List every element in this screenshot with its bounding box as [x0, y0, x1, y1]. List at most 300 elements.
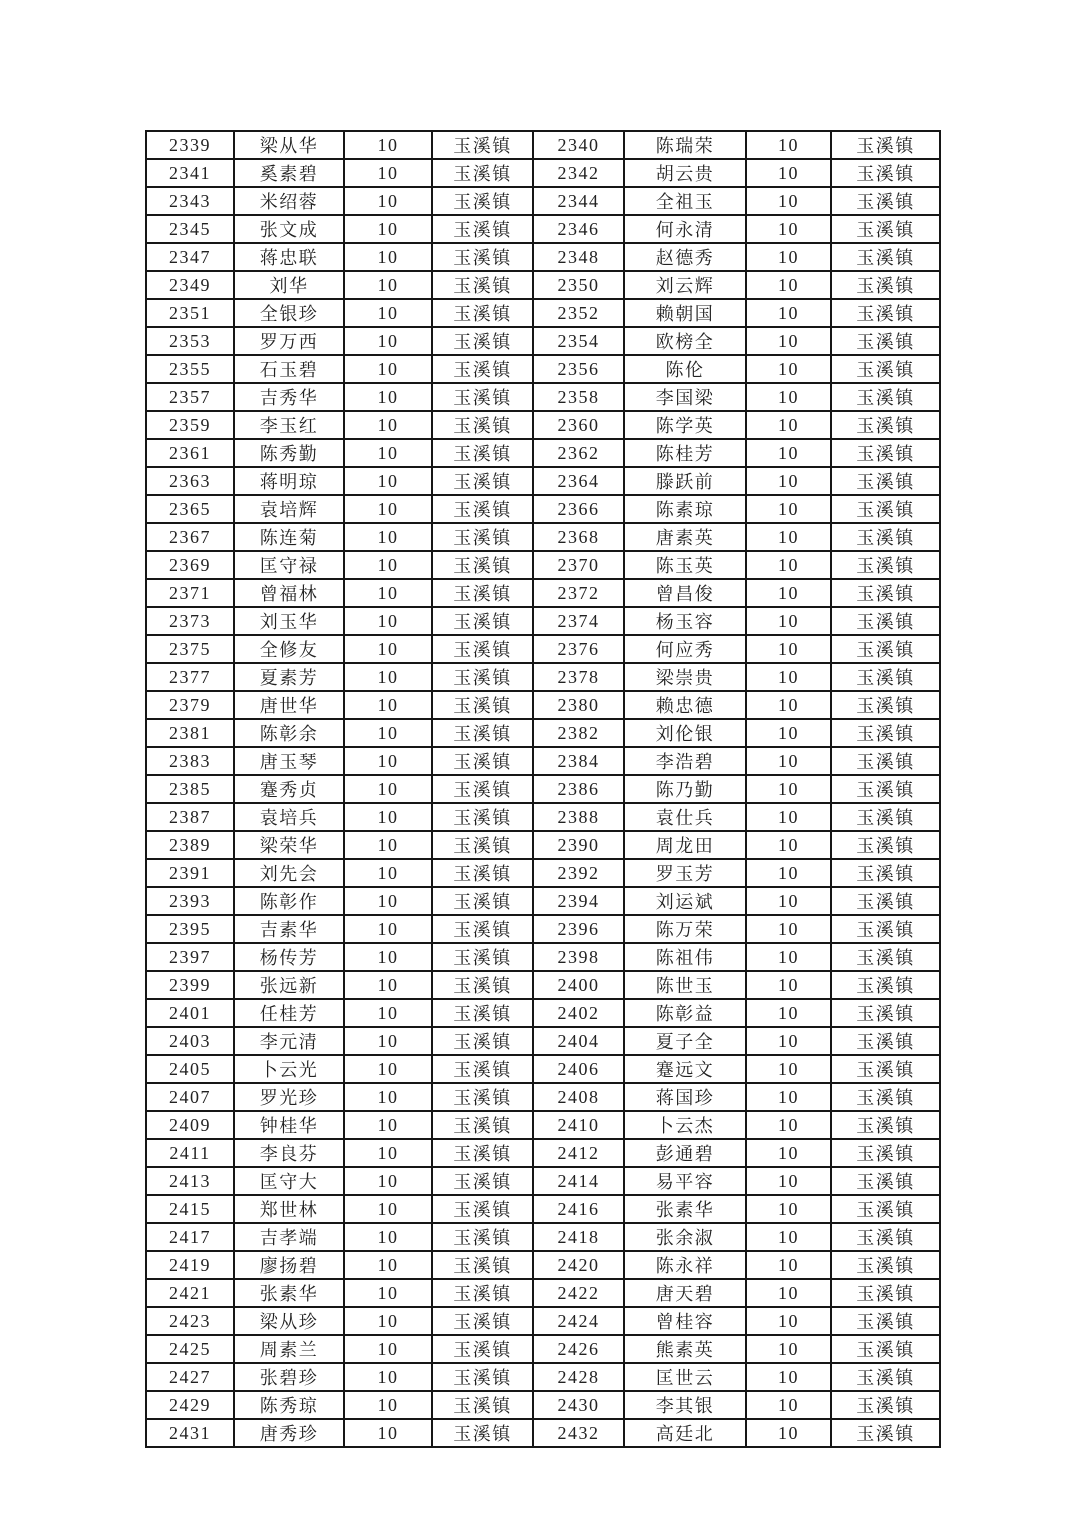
- cell-town-left: 玉溪镇: [432, 187, 533, 215]
- cell-name-right: 欧榜全: [624, 327, 746, 355]
- cell-serial-left: 2417: [146, 1223, 234, 1251]
- cell-town-left: 玉溪镇: [432, 243, 533, 271]
- cell-serial-right: 2428: [533, 1363, 624, 1391]
- cell-amount-left: 10: [344, 887, 432, 915]
- cell-serial-right: 2388: [533, 803, 624, 831]
- cell-serial-right: 2430: [533, 1391, 624, 1419]
- cell-serial-right: 2390: [533, 831, 624, 859]
- cell-serial-right: 2362: [533, 439, 624, 467]
- cell-town-right: 玉溪镇: [831, 299, 940, 327]
- cell-serial-left: 2419: [146, 1251, 234, 1279]
- cell-name-right: 唐天碧: [624, 1279, 746, 1307]
- cell-amount-left: 10: [344, 1055, 432, 1083]
- table-row: [146, 495, 940, 523]
- cell-town-right: 玉溪镇: [831, 691, 940, 719]
- cell-serial-left: 2381: [146, 719, 234, 747]
- cell-name-left: 奚素碧: [234, 159, 344, 187]
- cell-name-left: 梁从珍: [234, 1307, 344, 1335]
- cell-name-right: 陈瑞荣: [624, 131, 746, 159]
- table-row: [146, 383, 940, 411]
- cell-serial-right: 2342: [533, 159, 624, 187]
- cell-amount-left: 10: [344, 411, 432, 439]
- cell-amount-right: 10: [746, 243, 831, 271]
- cell-serial-right: 2352: [533, 299, 624, 327]
- cell-town-left: 玉溪镇: [432, 803, 533, 831]
- cell-serial-right: 2414: [533, 1167, 624, 1195]
- cell-serial-left: 2415: [146, 1195, 234, 1223]
- cell-amount-left: 10: [344, 439, 432, 467]
- cell-amount-left: 10: [344, 859, 432, 887]
- cell-amount-right: 10: [746, 1139, 831, 1167]
- cell-name-left: 陈秀琼: [234, 1391, 344, 1419]
- cell-town-left: 玉溪镇: [432, 495, 533, 523]
- cell-serial-left: 2421: [146, 1279, 234, 1307]
- cell-serial-left: 2405: [146, 1055, 234, 1083]
- cell-name-left: 蒋明琼: [234, 467, 344, 495]
- cell-town-right: 玉溪镇: [831, 1279, 940, 1307]
- cell-town-right: 玉溪镇: [831, 915, 940, 943]
- table-row: [146, 215, 940, 243]
- cell-name-right: 刘云辉: [624, 271, 746, 299]
- cell-name-left: 吉素华: [234, 915, 344, 943]
- cell-town-left: 玉溪镇: [432, 859, 533, 887]
- table-row: [146, 719, 940, 747]
- cell-amount-right: 10: [746, 1055, 831, 1083]
- table-row: [146, 159, 940, 187]
- cell-town-left: 玉溪镇: [432, 1419, 533, 1447]
- table-row: [146, 1027, 940, 1055]
- cell-name-left: 袁培辉: [234, 495, 344, 523]
- cell-serial-left: 2341: [146, 159, 234, 187]
- cell-name-left: 陈彰余: [234, 719, 344, 747]
- cell-name-left: 任桂芳: [234, 999, 344, 1027]
- cell-serial-left: 2391: [146, 859, 234, 887]
- cell-serial-left: 2349: [146, 271, 234, 299]
- cell-name-right: 曾昌俊: [624, 579, 746, 607]
- cell-town-left: 玉溪镇: [432, 915, 533, 943]
- cell-name-right: 张余淑: [624, 1223, 746, 1251]
- cell-amount-left: 10: [344, 971, 432, 999]
- cell-name-right: 蒋国珍: [624, 1083, 746, 1111]
- cell-amount-left: 10: [344, 215, 432, 243]
- cell-name-left: 唐世华: [234, 691, 344, 719]
- cell-serial-left: 2353: [146, 327, 234, 355]
- cell-serial-left: 2431: [146, 1419, 234, 1447]
- cell-amount-left: 10: [344, 1251, 432, 1279]
- table-row: [146, 1335, 940, 1363]
- cell-name-left: 全银珍: [234, 299, 344, 327]
- cell-amount-left: 10: [344, 1279, 432, 1307]
- cell-name-right: 陈万荣: [624, 915, 746, 943]
- table-row: [146, 1195, 940, 1223]
- cell-town-left: 玉溪镇: [432, 1307, 533, 1335]
- cell-town-left: 玉溪镇: [432, 131, 533, 159]
- cell-amount-right: 10: [746, 831, 831, 859]
- table-row: [146, 523, 940, 551]
- cell-amount-right: 10: [746, 1083, 831, 1111]
- cell-serial-left: 2347: [146, 243, 234, 271]
- cell-serial-left: 2369: [146, 551, 234, 579]
- cell-serial-right: 2374: [533, 607, 624, 635]
- cell-serial-left: 2367: [146, 523, 234, 551]
- table-row: [146, 607, 940, 635]
- cell-serial-right: 2360: [533, 411, 624, 439]
- cell-name-right: 袁仕兵: [624, 803, 746, 831]
- cell-amount-right: 10: [746, 159, 831, 187]
- cell-town-right: 玉溪镇: [831, 579, 940, 607]
- cell-name-right: 周龙田: [624, 831, 746, 859]
- cell-name-right: 梁崇贵: [624, 663, 746, 691]
- cell-serial-right: 2418: [533, 1223, 624, 1251]
- cell-name-left: 吉秀华: [234, 383, 344, 411]
- cell-amount-left: 10: [344, 803, 432, 831]
- table-row: [146, 243, 940, 271]
- cell-amount-right: 10: [746, 999, 831, 1027]
- cell-name-right: 张素华: [624, 1195, 746, 1223]
- cell-serial-right: 2408: [533, 1083, 624, 1111]
- table-row: [146, 943, 940, 971]
- cell-town-left: 玉溪镇: [432, 775, 533, 803]
- cell-town-left: 玉溪镇: [432, 411, 533, 439]
- cell-name-left: 陈彰作: [234, 887, 344, 915]
- cell-amount-left: 10: [344, 495, 432, 523]
- table-row: [146, 859, 940, 887]
- table-row: [146, 1111, 940, 1139]
- cell-town-left: 玉溪镇: [432, 327, 533, 355]
- cell-town-right: 玉溪镇: [831, 1083, 940, 1111]
- cell-serial-left: 2377: [146, 663, 234, 691]
- cell-name-left: 唐玉琴: [234, 747, 344, 775]
- cell-amount-left: 10: [344, 327, 432, 355]
- table-row: [146, 831, 940, 859]
- cell-name-right: 刘伦银: [624, 719, 746, 747]
- cell-name-left: 张碧珍: [234, 1363, 344, 1391]
- cell-amount-left: 10: [344, 1307, 432, 1335]
- cell-amount-left: 10: [344, 999, 432, 1027]
- cell-serial-right: 2402: [533, 999, 624, 1027]
- cell-amount-right: 10: [746, 1027, 831, 1055]
- cell-serial-right: 2384: [533, 747, 624, 775]
- cell-name-right: 胡云贵: [624, 159, 746, 187]
- table-row: [146, 691, 940, 719]
- cell-amount-left: 10: [344, 355, 432, 383]
- cell-town-left: 玉溪镇: [432, 1055, 533, 1083]
- cell-amount-right: 10: [746, 383, 831, 411]
- cell-serial-right: 2398: [533, 943, 624, 971]
- cell-serial-left: 2409: [146, 1111, 234, 1139]
- cell-name-right: 唐素英: [624, 523, 746, 551]
- cell-amount-left: 10: [344, 915, 432, 943]
- cell-amount-right: 10: [746, 1111, 831, 1139]
- cell-name-right: 陈世玉: [624, 971, 746, 999]
- cell-amount-right: 10: [746, 131, 831, 159]
- cell-town-right: 玉溪镇: [831, 607, 940, 635]
- cell-town-right: 玉溪镇: [831, 1195, 940, 1223]
- cell-name-right: 陈乃勤: [624, 775, 746, 803]
- cell-town-left: 玉溪镇: [432, 1223, 533, 1251]
- cell-town-right: 玉溪镇: [831, 999, 940, 1027]
- cell-town-right: 玉溪镇: [831, 719, 940, 747]
- cell-serial-right: 2386: [533, 775, 624, 803]
- cell-amount-right: 10: [746, 915, 831, 943]
- cell-amount-left: 10: [344, 1111, 432, 1139]
- cell-serial-right: 2348: [533, 243, 624, 271]
- cell-serial-right: 2420: [533, 1251, 624, 1279]
- cell-serial-right: 2416: [533, 1195, 624, 1223]
- cell-amount-left: 10: [344, 775, 432, 803]
- cell-name-left: 郑世林: [234, 1195, 344, 1223]
- cell-amount-right: 10: [746, 1419, 831, 1447]
- cell-name-right: 陈伦: [624, 355, 746, 383]
- cell-town-right: 玉溪镇: [831, 467, 940, 495]
- cell-town-left: 玉溪镇: [432, 831, 533, 859]
- cell-town-left: 玉溪镇: [432, 971, 533, 999]
- cell-town-right: 玉溪镇: [831, 159, 940, 187]
- cell-amount-right: 10: [746, 1307, 831, 1335]
- cell-town-right: 玉溪镇: [831, 831, 940, 859]
- cell-serial-left: 2339: [146, 131, 234, 159]
- cell-town-left: 玉溪镇: [432, 159, 533, 187]
- cell-town-right: 玉溪镇: [831, 495, 940, 523]
- cell-name-right: 全祖玉: [624, 187, 746, 215]
- cell-serial-right: 2400: [533, 971, 624, 999]
- cell-town-right: 玉溪镇: [831, 887, 940, 915]
- cell-serial-left: 2373: [146, 607, 234, 635]
- cell-amount-right: 10: [746, 775, 831, 803]
- cell-amount-right: 10: [746, 271, 831, 299]
- roster-table: [145, 130, 941, 1448]
- cell-town-right: 玉溪镇: [831, 1111, 940, 1139]
- cell-amount-right: 10: [746, 215, 831, 243]
- cell-name-left: 陈秀勤: [234, 439, 344, 467]
- cell-town-right: 玉溪镇: [831, 663, 940, 691]
- cell-amount-left: 10: [344, 635, 432, 663]
- cell-name-left: 杨传芳: [234, 943, 344, 971]
- cell-town-left: 玉溪镇: [432, 635, 533, 663]
- cell-serial-right: 2366: [533, 495, 624, 523]
- cell-name-right: 陈永祥: [624, 1251, 746, 1279]
- cell-town-right: 玉溪镇: [831, 243, 940, 271]
- cell-name-right: 赵德秀: [624, 243, 746, 271]
- cell-serial-left: 2411: [146, 1139, 234, 1167]
- cell-name-left: 全修友: [234, 635, 344, 663]
- cell-name-left: 刘玉华: [234, 607, 344, 635]
- cell-amount-right: 10: [746, 299, 831, 327]
- cell-name-left: 匡守大: [234, 1167, 344, 1195]
- cell-serial-right: 2364: [533, 467, 624, 495]
- cell-name-right: 夏子全: [624, 1027, 746, 1055]
- table-row: [146, 439, 940, 467]
- cell-town-left: 玉溪镇: [432, 1027, 533, 1055]
- cell-name-left: 张文成: [234, 215, 344, 243]
- table-row: [146, 1363, 940, 1391]
- table-row: [146, 747, 940, 775]
- cell-serial-left: 2399: [146, 971, 234, 999]
- cell-serial-left: 2371: [146, 579, 234, 607]
- table-row: [146, 187, 940, 215]
- cell-town-left: 玉溪镇: [432, 523, 533, 551]
- cell-serial-left: 2427: [146, 1363, 234, 1391]
- cell-town-right: 玉溪镇: [831, 1419, 940, 1447]
- cell-serial-left: 2413: [146, 1167, 234, 1195]
- cell-serial-right: 2378: [533, 663, 624, 691]
- cell-name-right: 曾桂容: [624, 1307, 746, 1335]
- cell-serial-left: 2375: [146, 635, 234, 663]
- cell-serial-right: 2376: [533, 635, 624, 663]
- cell-town-left: 玉溪镇: [432, 1363, 533, 1391]
- cell-serial-right: 2358: [533, 383, 624, 411]
- cell-name-right: 何应秀: [624, 635, 746, 663]
- cell-town-left: 玉溪镇: [432, 1391, 533, 1419]
- cell-name-left: 罗万西: [234, 327, 344, 355]
- cell-town-left: 玉溪镇: [432, 1251, 533, 1279]
- cell-amount-left: 10: [344, 1223, 432, 1251]
- cell-town-right: 玉溪镇: [831, 383, 940, 411]
- cell-serial-right: 2394: [533, 887, 624, 915]
- cell-town-right: 玉溪镇: [831, 1055, 940, 1083]
- cell-serial-right: 2432: [533, 1419, 624, 1447]
- cell-serial-left: 2397: [146, 943, 234, 971]
- cell-serial-right: 2426: [533, 1335, 624, 1363]
- cell-amount-left: 10: [344, 159, 432, 187]
- cell-town-right: 玉溪镇: [831, 271, 940, 299]
- cell-serial-left: 2361: [146, 439, 234, 467]
- cell-amount-right: 10: [746, 579, 831, 607]
- cell-amount-left: 10: [344, 131, 432, 159]
- cell-town-right: 玉溪镇: [831, 1251, 940, 1279]
- cell-amount-right: 10: [746, 1251, 831, 1279]
- roster-table-body: [146, 131, 940, 1447]
- table-row: [146, 579, 940, 607]
- table-row: [146, 1167, 940, 1195]
- cell-name-left: 张远新: [234, 971, 344, 999]
- cell-name-right: 陈祖伟: [624, 943, 746, 971]
- table-row: [146, 915, 940, 943]
- cell-town-left: 玉溪镇: [432, 383, 533, 411]
- cell-serial-right: 2354: [533, 327, 624, 355]
- cell-amount-left: 10: [344, 383, 432, 411]
- table-row: [146, 467, 940, 495]
- cell-town-left: 玉溪镇: [432, 887, 533, 915]
- cell-amount-right: 10: [746, 411, 831, 439]
- cell-name-right: 罗玉芳: [624, 859, 746, 887]
- cell-serial-right: 2396: [533, 915, 624, 943]
- cell-name-right: 易平容: [624, 1167, 746, 1195]
- cell-amount-right: 10: [746, 1195, 831, 1223]
- cell-name-right: 刘运斌: [624, 887, 746, 915]
- cell-town-left: 玉溪镇: [432, 719, 533, 747]
- cell-town-left: 玉溪镇: [432, 691, 533, 719]
- cell-serial-right: 2368: [533, 523, 624, 551]
- cell-town-right: 玉溪镇: [831, 523, 940, 551]
- cell-amount-right: 10: [746, 1167, 831, 1195]
- cell-serial-left: 2345: [146, 215, 234, 243]
- table-row: [146, 775, 940, 803]
- table-row: [146, 803, 940, 831]
- cell-amount-right: 10: [746, 719, 831, 747]
- cell-town-right: 玉溪镇: [831, 1363, 940, 1391]
- cell-name-right: 陈桂芳: [624, 439, 746, 467]
- cell-serial-left: 2407: [146, 1083, 234, 1111]
- cell-name-right: 卜云杰: [624, 1111, 746, 1139]
- cell-town-right: 玉溪镇: [831, 1335, 940, 1363]
- cell-name-left: 蹇秀贞: [234, 775, 344, 803]
- cell-serial-right: 2410: [533, 1111, 624, 1139]
- cell-serial-left: 2365: [146, 495, 234, 523]
- cell-name-right: 蹇远文: [624, 1055, 746, 1083]
- cell-name-left: 刘先会: [234, 859, 344, 887]
- cell-town-left: 玉溪镇: [432, 747, 533, 775]
- cell-name-left: 张素华: [234, 1279, 344, 1307]
- cell-town-right: 玉溪镇: [831, 411, 940, 439]
- cell-name-left: 李良芬: [234, 1139, 344, 1167]
- cell-serial-left: 2359: [146, 411, 234, 439]
- cell-amount-left: 10: [344, 551, 432, 579]
- cell-town-right: 玉溪镇: [831, 747, 940, 775]
- table-row: [146, 663, 940, 691]
- cell-name-right: 赖忠德: [624, 691, 746, 719]
- cell-serial-right: 2370: [533, 551, 624, 579]
- cell-amount-right: 10: [746, 803, 831, 831]
- cell-town-left: 玉溪镇: [432, 607, 533, 635]
- cell-amount-right: 10: [746, 1391, 831, 1419]
- cell-serial-left: 2379: [146, 691, 234, 719]
- cell-serial-left: 2425: [146, 1335, 234, 1363]
- cell-name-right: 陈玉英: [624, 551, 746, 579]
- table-row: [146, 635, 940, 663]
- cell-town-left: 玉溪镇: [432, 299, 533, 327]
- cell-amount-right: 10: [746, 607, 831, 635]
- cell-town-right: 玉溪镇: [831, 1139, 940, 1167]
- cell-name-right: 陈学英: [624, 411, 746, 439]
- cell-serial-left: 2423: [146, 1307, 234, 1335]
- cell-name-right: 熊素英: [624, 1335, 746, 1363]
- cell-town-right: 玉溪镇: [831, 355, 940, 383]
- cell-amount-right: 10: [746, 1223, 831, 1251]
- cell-amount-right: 10: [746, 663, 831, 691]
- table-row: [146, 411, 940, 439]
- cell-amount-left: 10: [344, 831, 432, 859]
- cell-amount-left: 10: [344, 1027, 432, 1055]
- cell-name-right: 高廷北: [624, 1419, 746, 1447]
- cell-amount-left: 10: [344, 663, 432, 691]
- cell-name-left: 周素兰: [234, 1335, 344, 1363]
- cell-name-right: 杨玉容: [624, 607, 746, 635]
- cell-serial-left: 2429: [146, 1391, 234, 1419]
- cell-amount-right: 10: [746, 747, 831, 775]
- cell-serial-left: 2343: [146, 187, 234, 215]
- cell-amount-left: 10: [344, 187, 432, 215]
- cell-name-right: 赖朝国: [624, 299, 746, 327]
- cell-amount-right: 10: [746, 355, 831, 383]
- cell-serial-right: 2380: [533, 691, 624, 719]
- cell-amount-right: 10: [746, 635, 831, 663]
- cell-town-left: 玉溪镇: [432, 215, 533, 243]
- cell-amount-right: 10: [746, 1279, 831, 1307]
- cell-amount-right: 10: [746, 691, 831, 719]
- cell-amount-left: 10: [344, 299, 432, 327]
- cell-serial-right: 2406: [533, 1055, 624, 1083]
- cell-serial-right: 2340: [533, 131, 624, 159]
- cell-amount-right: 10: [746, 551, 831, 579]
- cell-serial-left: 2357: [146, 383, 234, 411]
- cell-amount-left: 10: [344, 271, 432, 299]
- cell-amount-right: 10: [746, 971, 831, 999]
- cell-town-left: 玉溪镇: [432, 439, 533, 467]
- cell-town-left: 玉溪镇: [432, 1279, 533, 1307]
- cell-amount-right: 10: [746, 495, 831, 523]
- cell-town-left: 玉溪镇: [432, 1167, 533, 1195]
